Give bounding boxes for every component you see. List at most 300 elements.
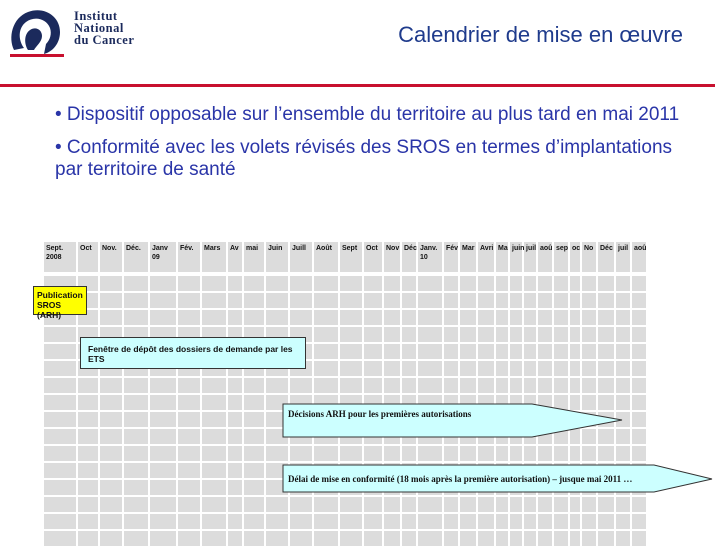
timeline-cell <box>598 378 614 393</box>
timeline-cell <box>460 497 476 512</box>
timeline-cell <box>616 327 630 342</box>
timeline-cell <box>510 531 522 546</box>
timeline-cell <box>228 480 242 495</box>
timeline-cell <box>314 293 338 308</box>
month-label: mai <box>246 245 259 252</box>
timeline-cell <box>78 412 98 427</box>
timeline-cell <box>178 480 200 495</box>
timeline-cell <box>266 310 288 325</box>
timeline-cell <box>150 395 176 410</box>
timeline-cell <box>228 514 242 529</box>
timeline-cell <box>598 361 614 376</box>
timeline-cell <box>496 344 508 359</box>
timeline-cell <box>178 378 200 393</box>
timeline-cell <box>244 293 264 308</box>
timeline-cell <box>384 497 400 512</box>
timeline-cell <box>44 463 76 478</box>
timeline-cell <box>460 310 476 325</box>
delai-label: Délai de mise en conformité (18 mois après la première autorisation) – jusque mai 2011 … <box>288 474 633 484</box>
month-label: Janv. 10 <box>420 245 438 261</box>
timeline-cell <box>384 446 400 461</box>
month-label: No <box>584 245 594 252</box>
timeline-cell <box>100 531 122 546</box>
timeline-cell <box>228 429 242 444</box>
timeline-cell <box>100 293 122 308</box>
timeline-cell <box>44 514 76 529</box>
month-label: oc <box>572 245 581 252</box>
timeline-cell <box>150 531 176 546</box>
timeline-cell <box>616 344 630 359</box>
timeline-cell <box>78 395 98 410</box>
timeline-cell <box>582 310 596 325</box>
timeline-cell <box>100 497 122 512</box>
timeline-cell <box>570 276 580 291</box>
timeline-cell <box>402 276 416 291</box>
timeline-cell <box>340 276 362 291</box>
timeline-cell <box>290 293 312 308</box>
timeline-cell <box>384 310 400 325</box>
timeline-cell <box>150 463 176 478</box>
timeline-cell <box>202 310 226 325</box>
timeline-cell <box>244 446 264 461</box>
timeline-cell <box>340 293 362 308</box>
timeline-cell <box>444 310 458 325</box>
timeline-cell <box>228 395 242 410</box>
timeline-cell <box>632 514 646 529</box>
timeline-cell <box>402 531 416 546</box>
timeline-cell <box>340 361 362 376</box>
timeline-cell <box>100 310 122 325</box>
timeline-cell <box>598 310 614 325</box>
timeline-cell <box>418 531 442 546</box>
timeline-cell <box>582 344 596 359</box>
timeline-cell <box>100 514 122 529</box>
timeline-cell <box>178 446 200 461</box>
timeline-cell <box>266 276 288 291</box>
timeline-cell <box>178 463 200 478</box>
timeline-cell <box>496 361 508 376</box>
timeline-cell <box>598 446 614 461</box>
timeline-cell <box>478 344 494 359</box>
timeline-cell <box>616 276 630 291</box>
timeline-cell <box>524 531 536 546</box>
month-label: juin <box>512 245 525 252</box>
timeline-cell <box>100 429 122 444</box>
timeline-cell <box>582 327 596 342</box>
timeline-cell <box>478 531 494 546</box>
timeline-cell <box>460 378 476 393</box>
timeline-cell <box>510 378 522 393</box>
timeline-cell <box>100 463 122 478</box>
bullet-list <box>55 104 695 192</box>
logo-line-1: Institut <box>74 9 118 23</box>
timeline-cell <box>460 276 476 291</box>
timeline-cell <box>570 327 580 342</box>
timeline-cell <box>244 429 264 444</box>
month-label: Déc <box>600 245 613 252</box>
timeline-cell <box>384 531 400 546</box>
timeline-cell <box>538 344 552 359</box>
timeline-cell <box>616 531 630 546</box>
timeline-cell <box>616 293 630 308</box>
timeline-cell <box>570 344 580 359</box>
publication-milestone: Publication SROS (ARH) <box>33 286 87 315</box>
timeline-cell <box>44 378 76 393</box>
timeline-cell <box>364 514 382 529</box>
deposit-window-bar: Fenêtre de dépôt des dossiers de demande par les ETS <box>80 337 306 369</box>
timeline-cell <box>202 378 226 393</box>
slide-title: Calendrier de mise en œuvre <box>398 22 683 47</box>
timeline-cell <box>364 446 382 461</box>
timeline-cell <box>78 531 98 546</box>
month-label: Sept. 2008 <box>46 245 64 261</box>
timeline-cell <box>538 497 552 512</box>
title-divider <box>0 84 715 87</box>
timeline-cell <box>538 310 552 325</box>
month-label: Fév <box>446 245 459 252</box>
timeline-cell <box>582 293 596 308</box>
timeline-cell <box>244 412 264 427</box>
timeline-cell <box>100 395 122 410</box>
timeline-cell <box>100 412 122 427</box>
timeline-cell <box>244 276 264 291</box>
timeline-cell <box>510 344 522 359</box>
timeline-cell <box>632 446 646 461</box>
timeline-cell <box>496 497 508 512</box>
timeline-cell <box>538 514 552 529</box>
timeline-cell <box>402 497 416 512</box>
timeline-cell <box>632 497 646 512</box>
timeline-cell <box>100 480 122 495</box>
timeline-cell <box>582 514 596 529</box>
timeline-cell <box>538 378 552 393</box>
timeline-cell <box>340 378 362 393</box>
timeline-cell <box>124 497 148 512</box>
timeline-cell <box>418 378 442 393</box>
month-label: Av <box>230 245 239 252</box>
timeline-cell <box>510 497 522 512</box>
timeline-cell <box>78 514 98 529</box>
timeline-cell <box>510 361 522 376</box>
timeline-cell <box>570 310 580 325</box>
timeline-cell <box>496 276 508 291</box>
month-label: Mars <box>204 245 221 252</box>
timeline-cell <box>266 293 288 308</box>
timeline-cell <box>202 531 226 546</box>
timeline-cell <box>554 378 568 393</box>
timeline-cell <box>444 344 458 359</box>
timeline-cell <box>496 378 508 393</box>
timeline-cell <box>202 412 226 427</box>
timeline-cell <box>340 497 362 512</box>
timeline-cell <box>418 293 442 308</box>
timeline-cell <box>570 531 580 546</box>
timeline-cell <box>418 327 442 342</box>
timeline-cell <box>384 378 400 393</box>
timeline-cell <box>582 378 596 393</box>
timeline-cell <box>402 378 416 393</box>
timeline-cell <box>524 344 536 359</box>
timeline-cell <box>314 446 338 461</box>
timeline-cell <box>78 497 98 512</box>
timeline-cell <box>364 378 382 393</box>
timeline-cell <box>460 514 476 529</box>
timeline-cell <box>632 344 646 359</box>
timeline-cell <box>478 293 494 308</box>
timeline-cell <box>598 276 614 291</box>
timeline-cell <box>178 429 200 444</box>
month-label: Déc <box>404 245 417 252</box>
decisions-label: Décisions ARH pour les premières autorisations <box>288 409 472 419</box>
timeline-cell <box>150 429 176 444</box>
timeline-cell <box>478 378 494 393</box>
logo-line-2: National <box>74 21 124 35</box>
timeline-cell <box>202 395 226 410</box>
timeline-cell <box>384 514 400 529</box>
timeline-cell <box>496 293 508 308</box>
timeline-cell <box>364 310 382 325</box>
timeline-cell <box>524 497 536 512</box>
timeline-cell <box>538 327 552 342</box>
timeline-cell <box>228 412 242 427</box>
timeline-cell <box>78 463 98 478</box>
timeline-cell <box>478 276 494 291</box>
timeline-cell <box>418 361 442 376</box>
month-label: Janv 09 <box>152 245 168 261</box>
timeline-cell <box>554 446 568 461</box>
timeline-cell <box>632 429 646 444</box>
timeline-cell <box>510 276 522 291</box>
timeline-cell <box>290 378 312 393</box>
timeline-cell <box>478 361 494 376</box>
timeline-cell <box>44 531 76 546</box>
month-label: Avri <box>480 245 494 252</box>
timeline-cell <box>44 446 76 461</box>
timeline-cell <box>582 446 596 461</box>
timeline-cell <box>78 378 98 393</box>
timeline-cell <box>340 310 362 325</box>
timeline-cell <box>228 446 242 461</box>
timeline-cell <box>364 344 382 359</box>
timeline-cell <box>364 531 382 546</box>
timeline-cell <box>228 276 242 291</box>
timeline-cell <box>150 412 176 427</box>
timeline-cell <box>510 310 522 325</box>
timeline-cell <box>632 327 646 342</box>
timeline-cell <box>150 310 176 325</box>
timeline-cell <box>554 310 568 325</box>
timeline-cell <box>100 378 122 393</box>
timeline-cell <box>616 514 630 529</box>
timeline-cell <box>178 514 200 529</box>
timeline-cell <box>444 497 458 512</box>
timeline-cell <box>340 344 362 359</box>
timeline-cell <box>202 293 226 308</box>
timeline-cell <box>582 531 596 546</box>
timeline-cell <box>444 378 458 393</box>
month-label: Juin <box>268 245 283 252</box>
inca-logo-mark <box>6 4 68 58</box>
timeline-cell <box>496 310 508 325</box>
timeline-cell <box>554 497 568 512</box>
timeline-cell <box>570 361 580 376</box>
month-label: Déc. <box>126 245 141 252</box>
timeline-cell <box>538 531 552 546</box>
timeline-cell <box>78 446 98 461</box>
timeline-cell <box>44 344 76 359</box>
timeline-cell <box>496 514 508 529</box>
timeline-cell <box>460 446 476 461</box>
timeline-cell <box>524 514 536 529</box>
timeline-cell <box>244 310 264 325</box>
timeline-cell <box>598 497 614 512</box>
timeline-cell <box>598 293 614 308</box>
timeline-cell <box>554 514 568 529</box>
timeline-cell <box>314 276 338 291</box>
timeline-cell <box>538 446 552 461</box>
timeline-cell <box>290 497 312 512</box>
timeline-cell <box>538 276 552 291</box>
timeline-cell <box>314 514 338 529</box>
timeline-cell <box>444 531 458 546</box>
month-label: Sept <box>342 245 358 252</box>
timeline-cell <box>632 293 646 308</box>
timeline-cell <box>510 327 522 342</box>
timeline-cell <box>364 361 382 376</box>
timeline-cell <box>124 446 148 461</box>
timeline-cell <box>314 378 338 393</box>
timeline-cell <box>632 395 646 410</box>
bullet-item-1: • Dispositif opposable sur l’ensemble du territoire au plus tard en mai 2011 <box>55 104 680 125</box>
timeline-cell <box>524 446 536 461</box>
timeline-cell <box>228 463 242 478</box>
timeline-cell <box>384 361 400 376</box>
timeline-cell <box>402 310 416 325</box>
timeline-cell <box>510 293 522 308</box>
timeline-cell <box>632 361 646 376</box>
timeline-cell <box>364 497 382 512</box>
timeline-cell <box>124 412 148 427</box>
timeline-cell <box>418 514 442 529</box>
timeline-cell <box>582 497 596 512</box>
timeline-cell <box>554 276 568 291</box>
timeline-cell <box>150 497 176 512</box>
timeline-cell <box>478 514 494 529</box>
logo-line-3: du Cancer <box>74 33 135 47</box>
month-label: Nov. <box>102 245 117 252</box>
timeline-cell <box>478 310 494 325</box>
timeline-cell <box>402 361 416 376</box>
timeline-cell <box>598 514 614 529</box>
timeline-cell <box>314 361 338 376</box>
timeline-cell <box>616 446 630 461</box>
timeline-cell <box>418 276 442 291</box>
timeline-cell <box>124 310 148 325</box>
timeline-cell <box>570 497 580 512</box>
month-label: Oct <box>80 245 92 252</box>
timeline-cell <box>266 514 288 529</box>
timeline-cell <box>44 361 76 376</box>
timeline-cell <box>228 531 242 546</box>
month-label: Oct <box>366 245 378 252</box>
timeline-cell <box>340 327 362 342</box>
timeline-cell <box>510 446 522 461</box>
timeline-cell <box>100 446 122 461</box>
timeline-cell <box>460 531 476 546</box>
timeline-cell <box>496 531 508 546</box>
timeline-cell <box>44 497 76 512</box>
timeline-cell <box>314 344 338 359</box>
timeline-cell <box>418 497 442 512</box>
month-label: Juill <box>292 245 307 252</box>
logo-wordmark <box>74 10 134 46</box>
timeline-cell <box>124 378 148 393</box>
timeline-cell <box>124 531 148 546</box>
timeline-cell <box>460 327 476 342</box>
timeline-cell <box>124 276 148 291</box>
timeline-cell <box>616 361 630 376</box>
timeline-cell <box>402 293 416 308</box>
timeline-cell <box>290 514 312 529</box>
timeline-cell <box>524 361 536 376</box>
timeline-cell <box>100 276 122 291</box>
timeline-cell <box>178 293 200 308</box>
timeline-cell <box>44 429 76 444</box>
timeline-cell <box>524 293 536 308</box>
month-label: juil <box>526 245 537 252</box>
timeline-cell <box>460 293 476 308</box>
bullet-item-2: • Conformité avec les volets révisés des SROS en termes d’implantations par territoire de santé <box>55 137 673 180</box>
timeline-cell <box>582 276 596 291</box>
timeline-cell <box>554 531 568 546</box>
timeline-cell <box>460 344 476 359</box>
timeline-cell <box>460 361 476 376</box>
timeline-cell <box>444 514 458 529</box>
timeline-cell <box>598 344 614 359</box>
timeline-cell <box>340 531 362 546</box>
month-label: Mar <box>462 245 475 252</box>
timeline-cell <box>150 276 176 291</box>
timeline-cell <box>364 293 382 308</box>
timeline-cell <box>266 497 288 512</box>
timeline-cell <box>418 310 442 325</box>
timeline-cell <box>266 378 288 393</box>
timeline-cell <box>402 514 416 529</box>
timeline-cell <box>554 361 568 376</box>
month-label: sep <box>556 245 569 252</box>
timeline-cell <box>244 514 264 529</box>
timeline-cell <box>478 497 494 512</box>
timeline-cell <box>418 344 442 359</box>
timeline-cell <box>444 361 458 376</box>
timeline-cell <box>616 310 630 325</box>
timeline-cell <box>178 412 200 427</box>
timeline-cell <box>598 327 614 342</box>
timeline-cell <box>178 531 200 546</box>
timeline-cell <box>290 446 312 461</box>
timeline-cell <box>616 378 630 393</box>
timeline-cell <box>538 293 552 308</box>
timeline-cell <box>244 463 264 478</box>
timeline-cell <box>570 514 580 529</box>
timeline-cell <box>78 480 98 495</box>
timeline-cell <box>228 293 242 308</box>
timeline-cell <box>44 327 76 342</box>
timeline-cell <box>178 497 200 512</box>
timeline-cell <box>444 293 458 308</box>
timeline-cell <box>384 344 400 359</box>
timeline-cell <box>478 446 494 461</box>
